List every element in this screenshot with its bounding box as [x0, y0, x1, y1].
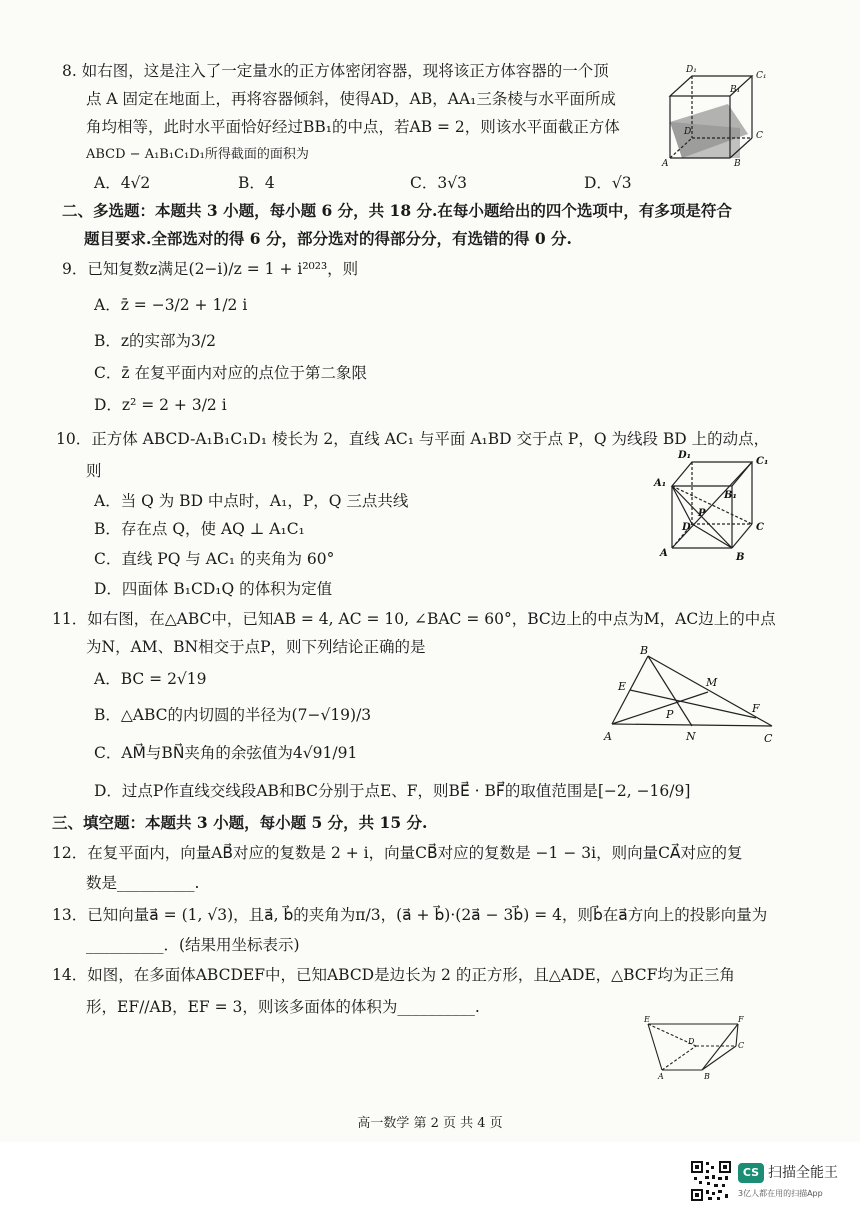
q10-fig-label: D₁ — [678, 450, 692, 461]
q8-line-1: 8. 如右图，这是注入了一定量水的正方体密闭容器，现将该正方体容器的一个顶 — [62, 62, 609, 80]
q9-option-c: C．z̄ 在复平面内对应的点位于第二象限 — [94, 364, 367, 382]
q11-option-b: B．△ABC的内切圆的半径为(7−√19)/3 — [94, 706, 372, 724]
q14-fig-label: A — [658, 1072, 664, 1081]
scanner-app-name: 扫描全能王 — [768, 1165, 838, 1181]
q12-line-2: 数是__________. — [86, 874, 200, 892]
q10-fig-label: A — [660, 548, 668, 559]
page-footer: 高一数学 第 2 页 共 4 页 — [357, 1116, 503, 1131]
scanner-tagline: 3亿人都在用的扫描App — [738, 1189, 823, 1198]
q11-line-1: 11．如右图，在△ABC中，已知AB = 4, AC = 10, ∠BAC = 60°，BC边上的中点为M，AC边上的中点 — [52, 610, 776, 628]
q14-fig-label: B — [704, 1072, 710, 1081]
q8-option-d: D．√3 — [584, 174, 632, 192]
q10-fig-label: C₁ — [756, 456, 769, 467]
q13-line-1: 13．已知向量a⃗ = (1, √3)，且a⃗, b⃗的夹角为π/3，(a⃗ + b⃗)·(2a⃗ − 3b⃗) = 4，则b⃗在a⃗方向上的投影向量为 — [52, 906, 768, 924]
q11-fig-label: P — [666, 708, 674, 721]
q10-line-1: 10．正方体 ABCD-A₁B₁C₁D₁ 棱长为 2，直线 AC₁ 与平面 A₁BD 交于点 P，Q 为线段 BD 上的动点， — [56, 430, 770, 448]
scanner-logo-icon: CS — [738, 1163, 764, 1183]
q10-option-b: B．存在点 Q，使 AQ ⊥ A₁C₁ — [94, 520, 305, 538]
q10-fig-label: A₁ — [654, 478, 667, 489]
q8-line-3: 角均相等，此时水平面恰好经过BB₁的中点，若AB = 2，则该水平面截正方体 — [86, 118, 620, 136]
section-2-heading-cont: 题目要求.全部选对的得 6 分，部分选对的得部分分，有选错的得 0 分. — [84, 229, 572, 248]
q14-fig-label: C — [738, 1041, 745, 1050]
q11-fig-label: F — [752, 702, 760, 715]
q9-option-b: B．z的实部为3/2 — [94, 332, 217, 350]
section-2-heading: 二、多选题：本题共 3 小题，每小题 6 分，共 18 分.在每小题给出的四个选项中，有多项是符合 — [62, 201, 732, 220]
q11-line-2: 为N，AM、BN相交于点P，则下列结论正确的是 — [86, 638, 426, 656]
q10-fig-label: B₁ — [724, 490, 737, 501]
q8-fig-label: A — [662, 159, 669, 169]
q10-line-2: 则 — [86, 462, 102, 480]
q11-triangle-figure — [600, 644, 786, 746]
q9-option-d: D．z² = 2 + 3/2 i — [94, 396, 227, 414]
q8-option-a: A．4√2 — [94, 174, 151, 192]
q10-option-a: A．当 Q 为 BD 中点时，A₁，P，Q 三点共线 — [94, 492, 409, 510]
q11-option-a: A．BC = 2√19 — [94, 670, 207, 688]
q11-option-d: D．过点P作直线交线段AB和BC分别于点E、F，则BE⃗ · BF⃗的取值范围是[−2, −16/9] — [94, 782, 691, 800]
q11-fig-label: N — [686, 730, 696, 743]
q10-fig-label: D — [682, 522, 691, 533]
q11-fig-label: M — [706, 676, 718, 689]
q8-fig-label: C — [756, 131, 763, 141]
q8-line-4: ABCD − A₁B₁C₁D₁所得截面的面积为 — [86, 147, 309, 162]
q10-fig-label: C — [756, 522, 764, 533]
q11-fig-label: C — [764, 732, 773, 745]
q8-line-2: 点 A 固定在地面上，再将容器倾斜，使得AD，AB，AA₁三条棱与水平面所成 — [86, 90, 616, 108]
q11-option-c: C．AM⃗与BN⃗夹角的余弦值为4√91/91 — [94, 744, 358, 762]
q9-stem: 9．已知复数z满足(2−i)/z = 1 + i²⁰²³，则 — [62, 260, 359, 278]
q14-polyhedron-figure — [632, 1016, 762, 1082]
q8-fig-label: B₁ — [730, 85, 741, 95]
section-3-heading: 三、填空题：本题共 3 小题，每小题 5 分，共 15 分. — [52, 813, 428, 832]
q13-line-2: __________．(结果用坐标表示) — [86, 936, 300, 954]
q14-fig-label: E — [644, 1016, 650, 1024]
q8-fig-label: D₁ — [686, 65, 697, 75]
q11-fig-label: B — [640, 644, 649, 657]
q12-line-1: 12．在复平面内，向量AB⃗对应的复数是 2 + i，向量CB⃗对应的复数是 −1 − 3i，则向量CA⃗对应的复 — [52, 844, 743, 862]
q11-fig-label: E — [618, 680, 627, 693]
q11-fig-label: A — [604, 730, 612, 743]
q8-fig-label: B — [734, 159, 741, 169]
q10-fig-label: P — [698, 508, 706, 519]
q14-line-2: 形，EF//AB，EF = 3，则该多面体的体积为__________. — [86, 998, 480, 1016]
q10-option-d: D．四面体 B₁CD₁Q 的体积为定值 — [94, 580, 333, 598]
q9-option-a: A．z̄ = −3/2 + 1/2 i — [94, 296, 248, 314]
qr-code-icon — [690, 1160, 732, 1202]
q14-line-1: 14．如图，在多面体ABCDEF中，已知ABCD是边长为 2 的正方形，且△ADE，△BCF均为正三角 — [52, 966, 735, 984]
q10-cube-figure — [652, 446, 778, 564]
q14-fig-label: D — [688, 1037, 695, 1046]
q14-fig-label: F — [738, 1016, 744, 1024]
q8-cube-figure — [660, 62, 778, 170]
q8-option-b: B．4 — [238, 174, 275, 192]
q10-option-c: C．直线 PQ 与 AC₁ 的夹角为 60° — [94, 550, 335, 568]
q8-option-c: C．3√3 — [410, 174, 467, 192]
q8-fig-label: C₁ — [756, 71, 767, 81]
q8-fig-label: D — [684, 127, 692, 137]
q10-fig-label: B — [736, 552, 745, 563]
